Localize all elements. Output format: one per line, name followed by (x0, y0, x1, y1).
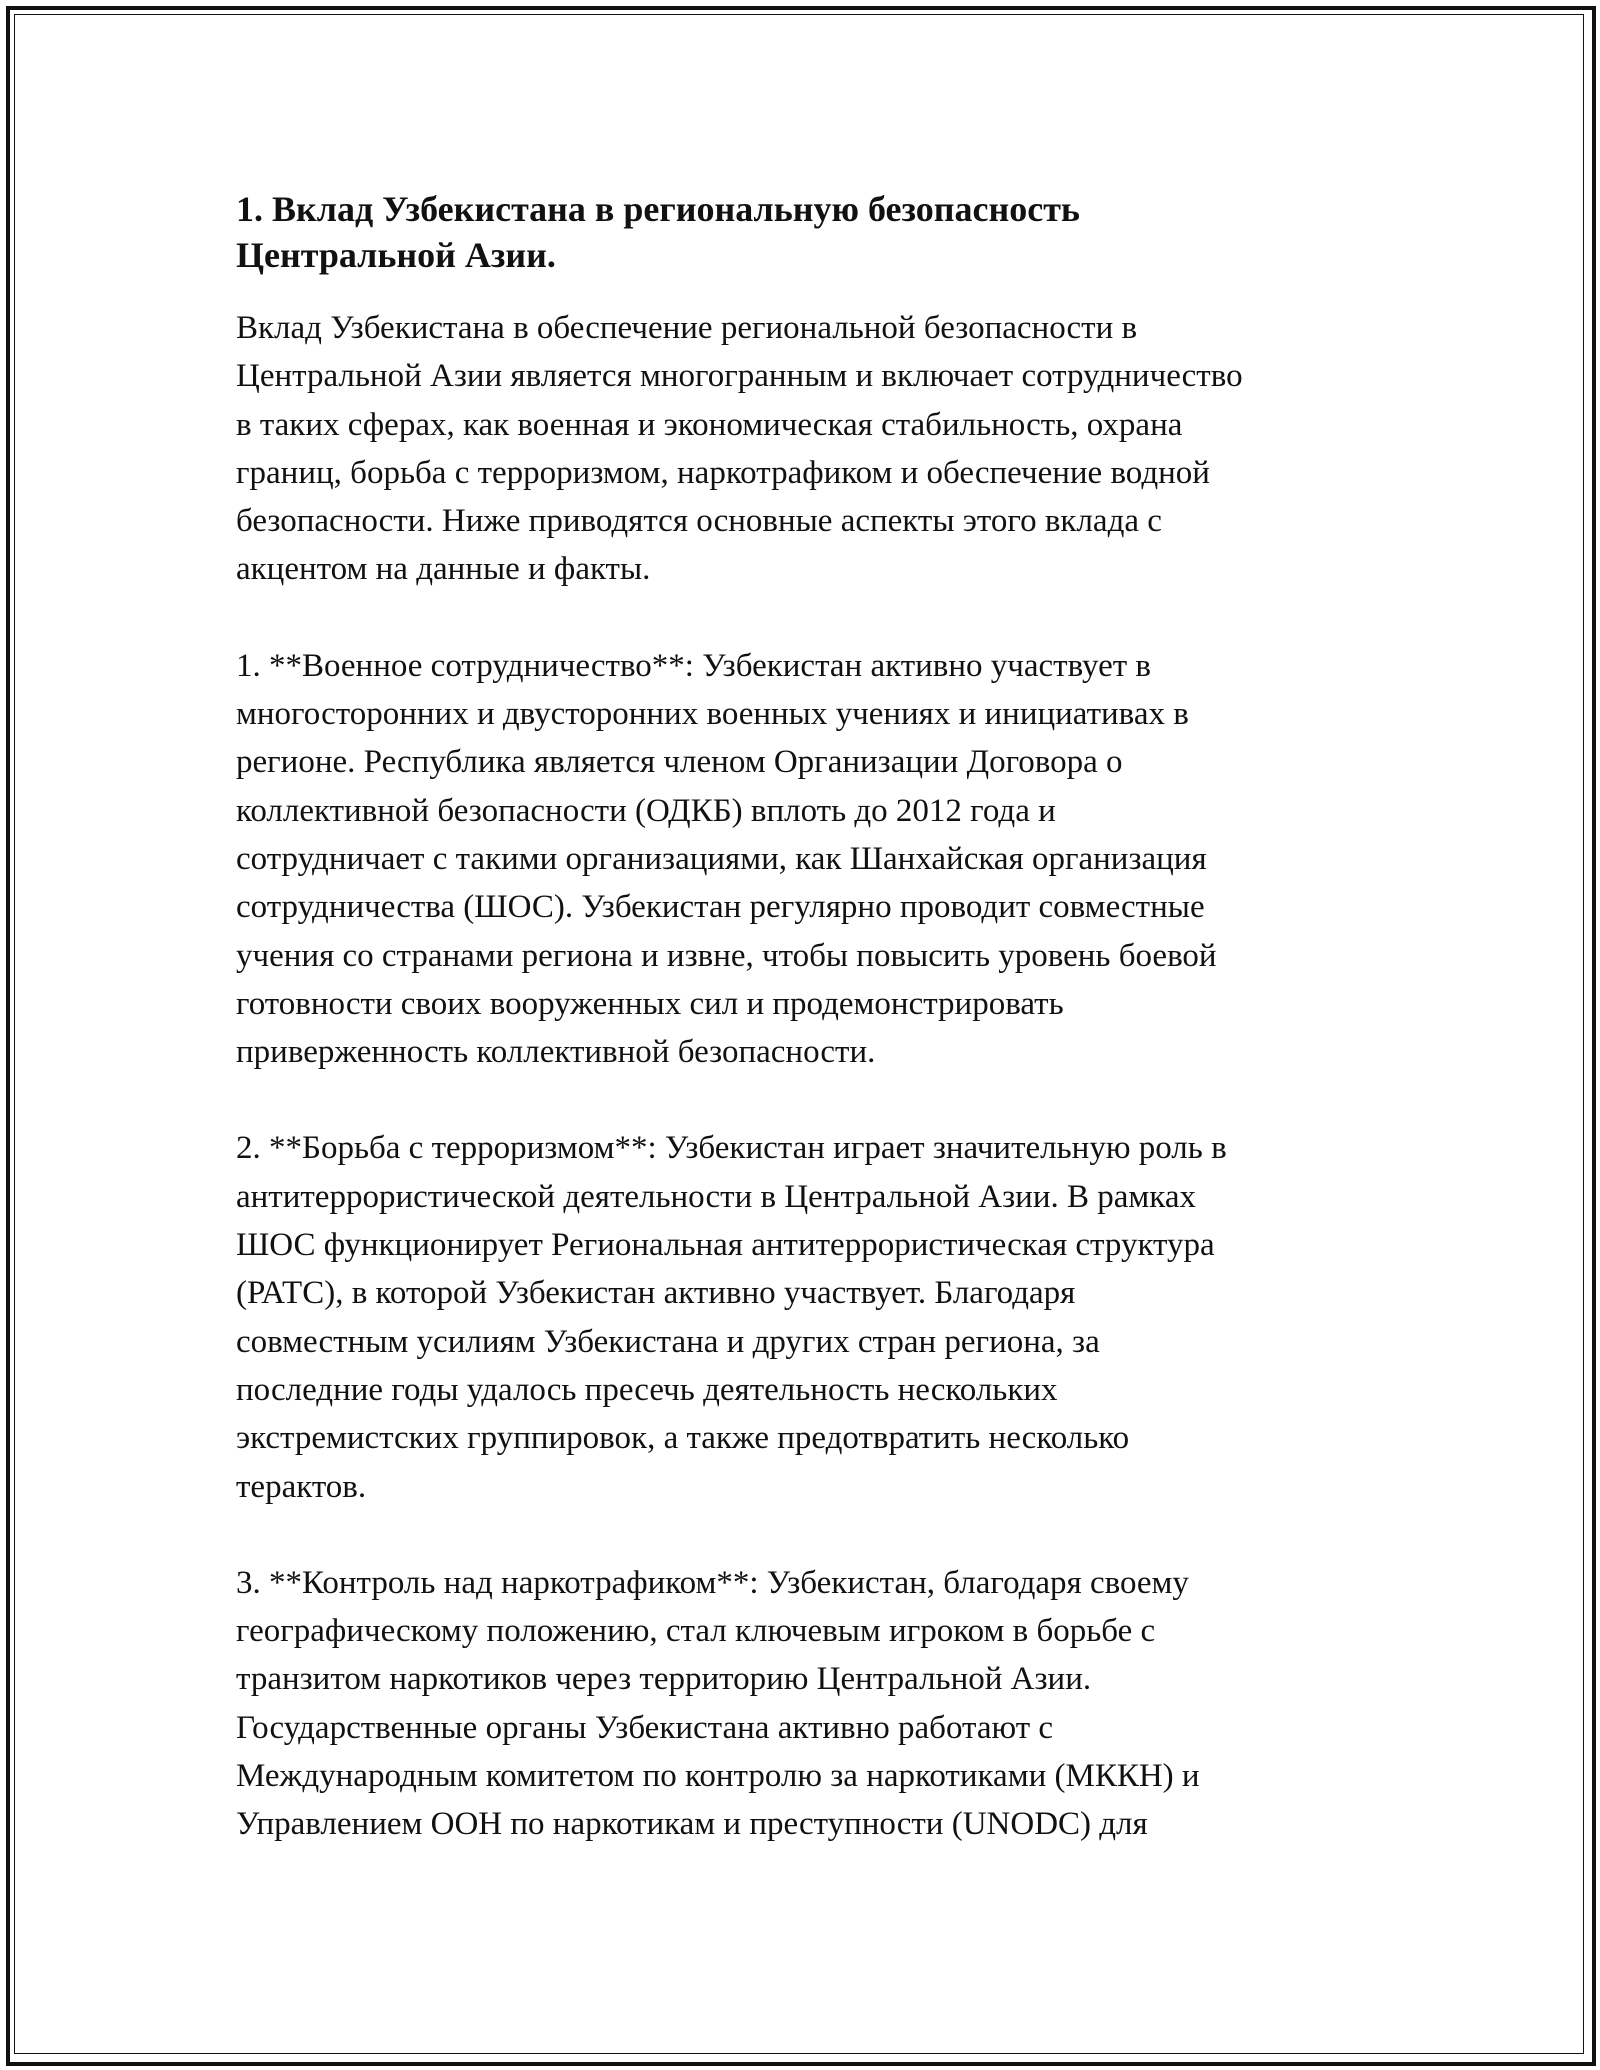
text-line: 2. **Борьба с терроризмом**: Узбекистан играет значительную роль в (236, 1130, 1227, 1167)
text-line: готовности своих вооруженных сил и продемонстрировать (236, 985, 1064, 1022)
heading-line: 1. Вклад Узбекистана в региональную безопасность (236, 189, 1080, 229)
paragraph-counter-terrorism (236, 1124, 1366, 1510)
text-line: Центральной Азии является многогранным и включает сотрудничество (236, 358, 1243, 395)
text-line: безопасности. Ниже приводятся основные аспекты этого вклада с (236, 503, 1162, 540)
paragraph-intro (236, 304, 1366, 594)
text-line: Государственные органы Узбекистана активно работают с (236, 1709, 1054, 1746)
text-line: учения со странами региона и извне, чтобы повысить уровень боевой (236, 937, 1217, 974)
text-line: терактов. (236, 1468, 367, 1505)
text-line: сотрудничества (ШОС). Узбекистан регулярно проводит совместные (236, 889, 1205, 926)
paragraph-military-cooperation (236, 642, 1366, 1077)
text-line: коллективной безопасности (ОДКБ) вплоть до 2012 года и (236, 792, 1056, 829)
text-line: совместным усилиям Узбекистана и других стран региона, за (236, 1323, 1100, 1360)
text-line: границ, борьба с терроризмом, наркотрафиком и обеспечение водной (236, 454, 1210, 491)
text-line: Управлением ООН по наркотикам и преступности (UNODC) для (236, 1806, 1148, 1843)
document-heading (236, 186, 1366, 278)
text-line: 3. **Контроль над наркотрафиком**: Узбекистан, благодаря своему (236, 1564, 1189, 1601)
text-line: Международным комитетом по контролю за наркотиками (МККН) и (236, 1758, 1200, 1795)
text-line: акцентом на данные и факты. (236, 551, 651, 588)
text-line: сотрудничает с такими организациями, как Шанхайская организация (236, 840, 1207, 877)
text-line: приверженность коллективной безопасности. (236, 1034, 876, 1071)
text-line: в таких сферах, как военная и экономическая стабильность, охрана (236, 406, 1183, 443)
text-line: 1. **Военное сотрудничество**: Узбекистан активно участвует в (236, 647, 1151, 684)
text-line: транзитом наркотиков через территорию Центральной Азии. (236, 1661, 1092, 1698)
text-line: последние годы удалось пресечь деятельность нескольких (236, 1371, 1058, 1408)
text-line: экстремистских группировок, а также предотвратить несколько (236, 1420, 1130, 1457)
text-line: (РАТС), в которой Узбекистан активно участвует. Благодаря (236, 1275, 1076, 1312)
heading-line: Центральной Азии. (236, 235, 556, 275)
document-body (236, 186, 1366, 1897)
text-line: ШОС функционирует Региональная антитеррористическая структура (236, 1227, 1215, 1264)
paragraph-drug-trafficking (236, 1559, 1366, 1849)
text-line: Вклад Узбекистана в обеспечение региональной безопасности в (236, 310, 1138, 346)
text-line: антитеррористической деятельности в Центральной Азии. В рамках (236, 1178, 1196, 1215)
text-line: многосторонних и двусторонних военных учениях и инициативах в (236, 696, 1189, 733)
text-line: регионе. Республика является членом Организации Договора о (236, 744, 1123, 781)
text-line: географическому положению, стал ключевым игроком в борьбе с (236, 1613, 1156, 1650)
